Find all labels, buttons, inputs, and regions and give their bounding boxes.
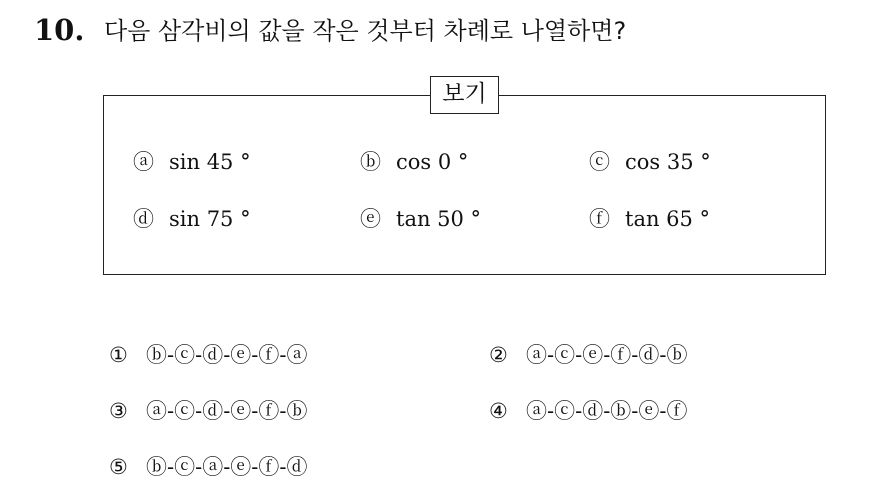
bogi-item-a <box>133 149 251 175</box>
choice-number: ④ <box>489 399 508 423</box>
choice-5[interactable] <box>109 454 307 480</box>
choice-text: ⓐ-ⓒ-ⓓ-ⓔ-ⓕ-ⓑ <box>146 399 308 423</box>
bogi-box <box>103 95 826 275</box>
bogi-item-d <box>133 206 251 232</box>
choice-text: ⓑ-ⓒ-ⓓ-ⓔ-ⓕ-ⓐ <box>146 343 308 367</box>
choice-text: ⓑ-ⓒ-ⓐ-ⓔ-ⓕ-ⓓ <box>146 455 308 479</box>
bogi-item-expr: sin 45 ° <box>169 150 251 174</box>
bogi-item-mark: ⓐ <box>133 150 154 174</box>
choice-1[interactable] <box>109 342 307 368</box>
choice-4[interactable] <box>489 398 687 424</box>
choice-number: ⑤ <box>109 455 128 479</box>
bogi-item-f <box>589 206 710 232</box>
bogi-item-expr: tan 65 ° <box>625 207 711 231</box>
bogi-item-expr: cos 0 ° <box>396 150 469 174</box>
choice-text: ⓐ-ⓒ-ⓔ-ⓕ-ⓓ-ⓑ <box>526 343 688 367</box>
choice-3[interactable] <box>109 398 307 424</box>
choice-text: ⓐ-ⓒ-ⓓ-ⓑ-ⓔ-ⓕ <box>526 399 688 423</box>
choice-number: ② <box>489 343 508 367</box>
choice-2[interactable] <box>489 342 687 368</box>
question-number: 10. <box>34 13 85 47</box>
bogi-item-mark: ⓕ <box>589 207 610 231</box>
bogi-item-b <box>360 149 468 175</box>
bogi-label: 보기 <box>430 76 499 114</box>
question-text: 다음 삼각비의 값을 작은 것부터 차례로 나열하면? <box>104 17 627 45</box>
bogi-item-mark: ⓔ <box>360 207 381 231</box>
choice-number: ① <box>109 343 128 367</box>
bogi-item-e <box>360 206 481 232</box>
bogi-item-c <box>589 149 711 175</box>
bogi-item-expr: cos 35 ° <box>625 150 711 174</box>
bogi-item-expr: tan 50 ° <box>396 207 482 231</box>
choice-number: ③ <box>109 399 128 423</box>
bogi-item-expr: sin 75 ° <box>169 207 251 231</box>
bogi-item-mark: ⓒ <box>589 150 610 174</box>
bogi-item-mark: ⓑ <box>360 150 381 174</box>
bogi-item-mark: ⓓ <box>133 207 154 231</box>
